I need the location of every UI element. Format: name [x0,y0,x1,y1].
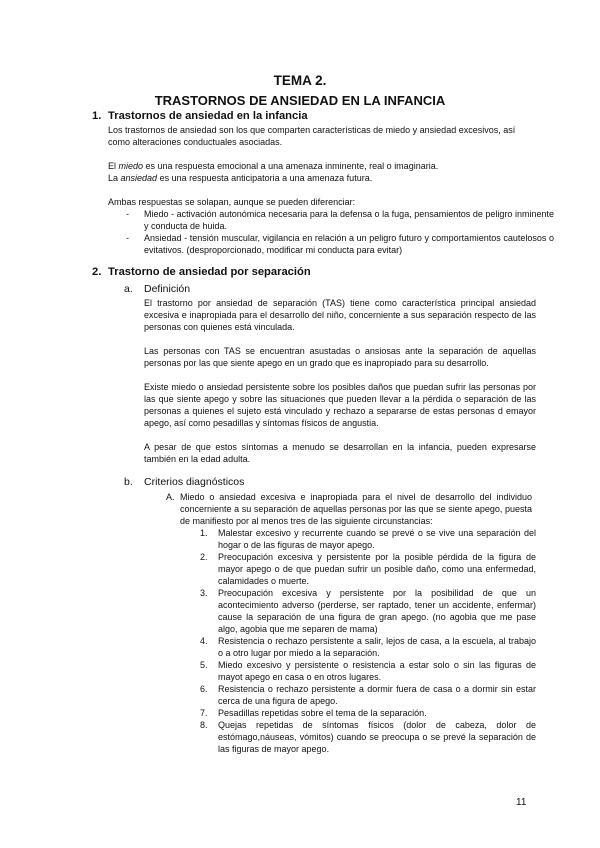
page-number: 11 [516,797,527,808]
bullet-dash-icon: - [126,209,129,219]
page-subtitle: TRASTORNOS DE ANSIEDAD EN LA INFANCIA [154,93,446,108]
criterion-item-number: 7. [200,708,208,718]
section-1-intro: Los trastornos de ansiedad son los que comparten características de miedo y ansiedad excesivos, así como alteraciones conductuales asociadas. [108,125,516,147]
section-1-number: 1. [92,110,102,122]
criterion-item-text: Preocupación excesiva y persistente por la posible pérdida de la figura de mayor apego o de que puedan sufrir un posible daño, como una enfermedad, calamidades o muerte. [218,552,536,586]
criterion-item [200,683,536,707]
subsection-a-title: Definición [144,283,191,295]
criterion-a-text: Miedo o ansiedad excesiva e inapropiada para el nivel de desarrollo del individuo concerniente a su separación de aquellas personas por las que se siente apego, puesta de manifiesto por al menos tres de las siguiente circunstancias: [180,492,532,526]
ansiedad-pre: La [108,173,121,183]
criterion-item-number: 6. [200,684,208,694]
bullet-text: Ansiedad - tensión muscular, vigilancia en relación a un peligro futuro y comportamientos cautelosos o evitativos. (desproporcionado, modificar mi conducta para evitar) [144,233,554,255]
criterion-item-number: 2. [200,552,208,562]
criterion-item-number: 1. [200,528,208,538]
criterion-item-text: Quejas repetidas de síntomas físicos (dolor de cabeza, dolor de estómago,náuseas, vómitos) cuando se preocupa o se prevé la separación de las figuras de mayor apego. [218,720,536,754]
definition-paragraph: A pesar de que estos síntomas a menudo se desarrollan en la infancia, pueden expresarse también en la edad adulta. [144,442,536,464]
criterion-a-label: A. [166,492,175,502]
section-1-title: Trastornos de ansiedad en la infancia [108,110,308,122]
miedo-definition [108,160,536,172]
criterion-item-number: 8. [200,720,208,730]
definition-paragraph: Las personas con TAS se encuentran asustadas o ansiosas ante la separación de aquellas personas por las que siente apego en un grado que es inapropiado para su desarrollo. [144,346,536,368]
criterion-item [200,707,536,719]
criterion-a [166,491,532,527]
criterion-item [200,587,536,635]
criterion-item-text: Resistencia o rechazo persistente a dormir fuera de casa o a dormir sin estar cerca de una figura de apego. [218,684,536,706]
subsection-b-title: Criterios diagnósticos [144,476,245,488]
subsection-a-label: a. [124,283,133,295]
bullet-dash-icon: - [126,233,129,243]
criterion-item-number: 5. [200,660,208,670]
criterion-item-text: Resistencia o rechazo persistente a salir, lejos de casa, a la escuela, al trabajo o a otro lugar por miedo a la separación. [218,636,536,658]
section-1-heading [92,110,308,122]
miedo-post: es una respuesta emocional a una amenaza inminente, real o imaginaria. [143,161,439,171]
criterion-item-number: 4. [200,636,208,646]
ansiedad-post: es una respuesta anticipatoria a una amenaza futura. [157,173,373,183]
miedo-term: miedo [118,161,144,171]
subsection-b-heading [124,476,244,488]
criterion-item-text: Preocupación excesiva y persistente por la posibilidad de que un acontecimiento adverso (perderse, ser raptado, tener un accidente, enfermar) cause la separación de una figura de gran apego. (no agobia que me pase algo, agobia que me separen de mama) [218,588,536,634]
criterion-item-text: Pesadillas repetidas sobre el tema de la separación. [218,708,427,718]
criterion-item [200,551,536,587]
criterion-item [200,527,536,551]
ansiedad-definition [108,172,536,184]
criterion-item-number: 3. [200,588,208,598]
definition-paragraph: El trastorno por ansiedad de separación (TAS) tiene como característica principal ansiedad excesiva e inapropiada para el desarrollo del niño, concerniente a sus separación respecto de las personas con quienes está vinculada. [144,298,536,332]
subsection-b-label: b. [124,476,133,488]
section-2-number: 2. [92,266,102,278]
section-2-title: Trastorno de ansiedad por separación [108,266,311,278]
ansiedad-term: ansiedad [120,173,158,183]
bullet-text: Miedo - activación autonómica necesaria para la defensa o la fuga, pensamientos de peligro inminente y conducta de huida. [144,209,554,231]
criterion-item [200,659,536,683]
definition-paragraph: Existe miedo o ansiedad persistente sobre los posibles daños que puedan sufrir las personas por las que siente apego y sobre las situaciones que pueden llevar a la pérdida o separación de las personas a quienes el sujeto está vinculado y rechazo a separarse de estas personas d emayor apego, así como pesadillas y síntomas físicos de angustia. [144,382,536,428]
miedo-pre: El [108,161,119,171]
overlap-text: Ambas respuestas se solapan, aunque se pueden diferenciar: [108,197,356,207]
criterion-item-text: Miedo excesivo y persistente o resistencia a estar solo o sin las figuras de mayot apego en casa o en otros lugares. [218,660,536,682]
criterion-item [200,719,536,755]
page-title: TEMA 2. [273,73,327,88]
subsection-a-heading [124,283,190,295]
criterion-item [200,635,536,659]
section-2-heading [92,266,311,278]
criterion-item-text: Malestar excesivo y recurrente cuando se prevé o se vive una separación del hogar o de las figuras de mayor apego. [218,528,536,550]
